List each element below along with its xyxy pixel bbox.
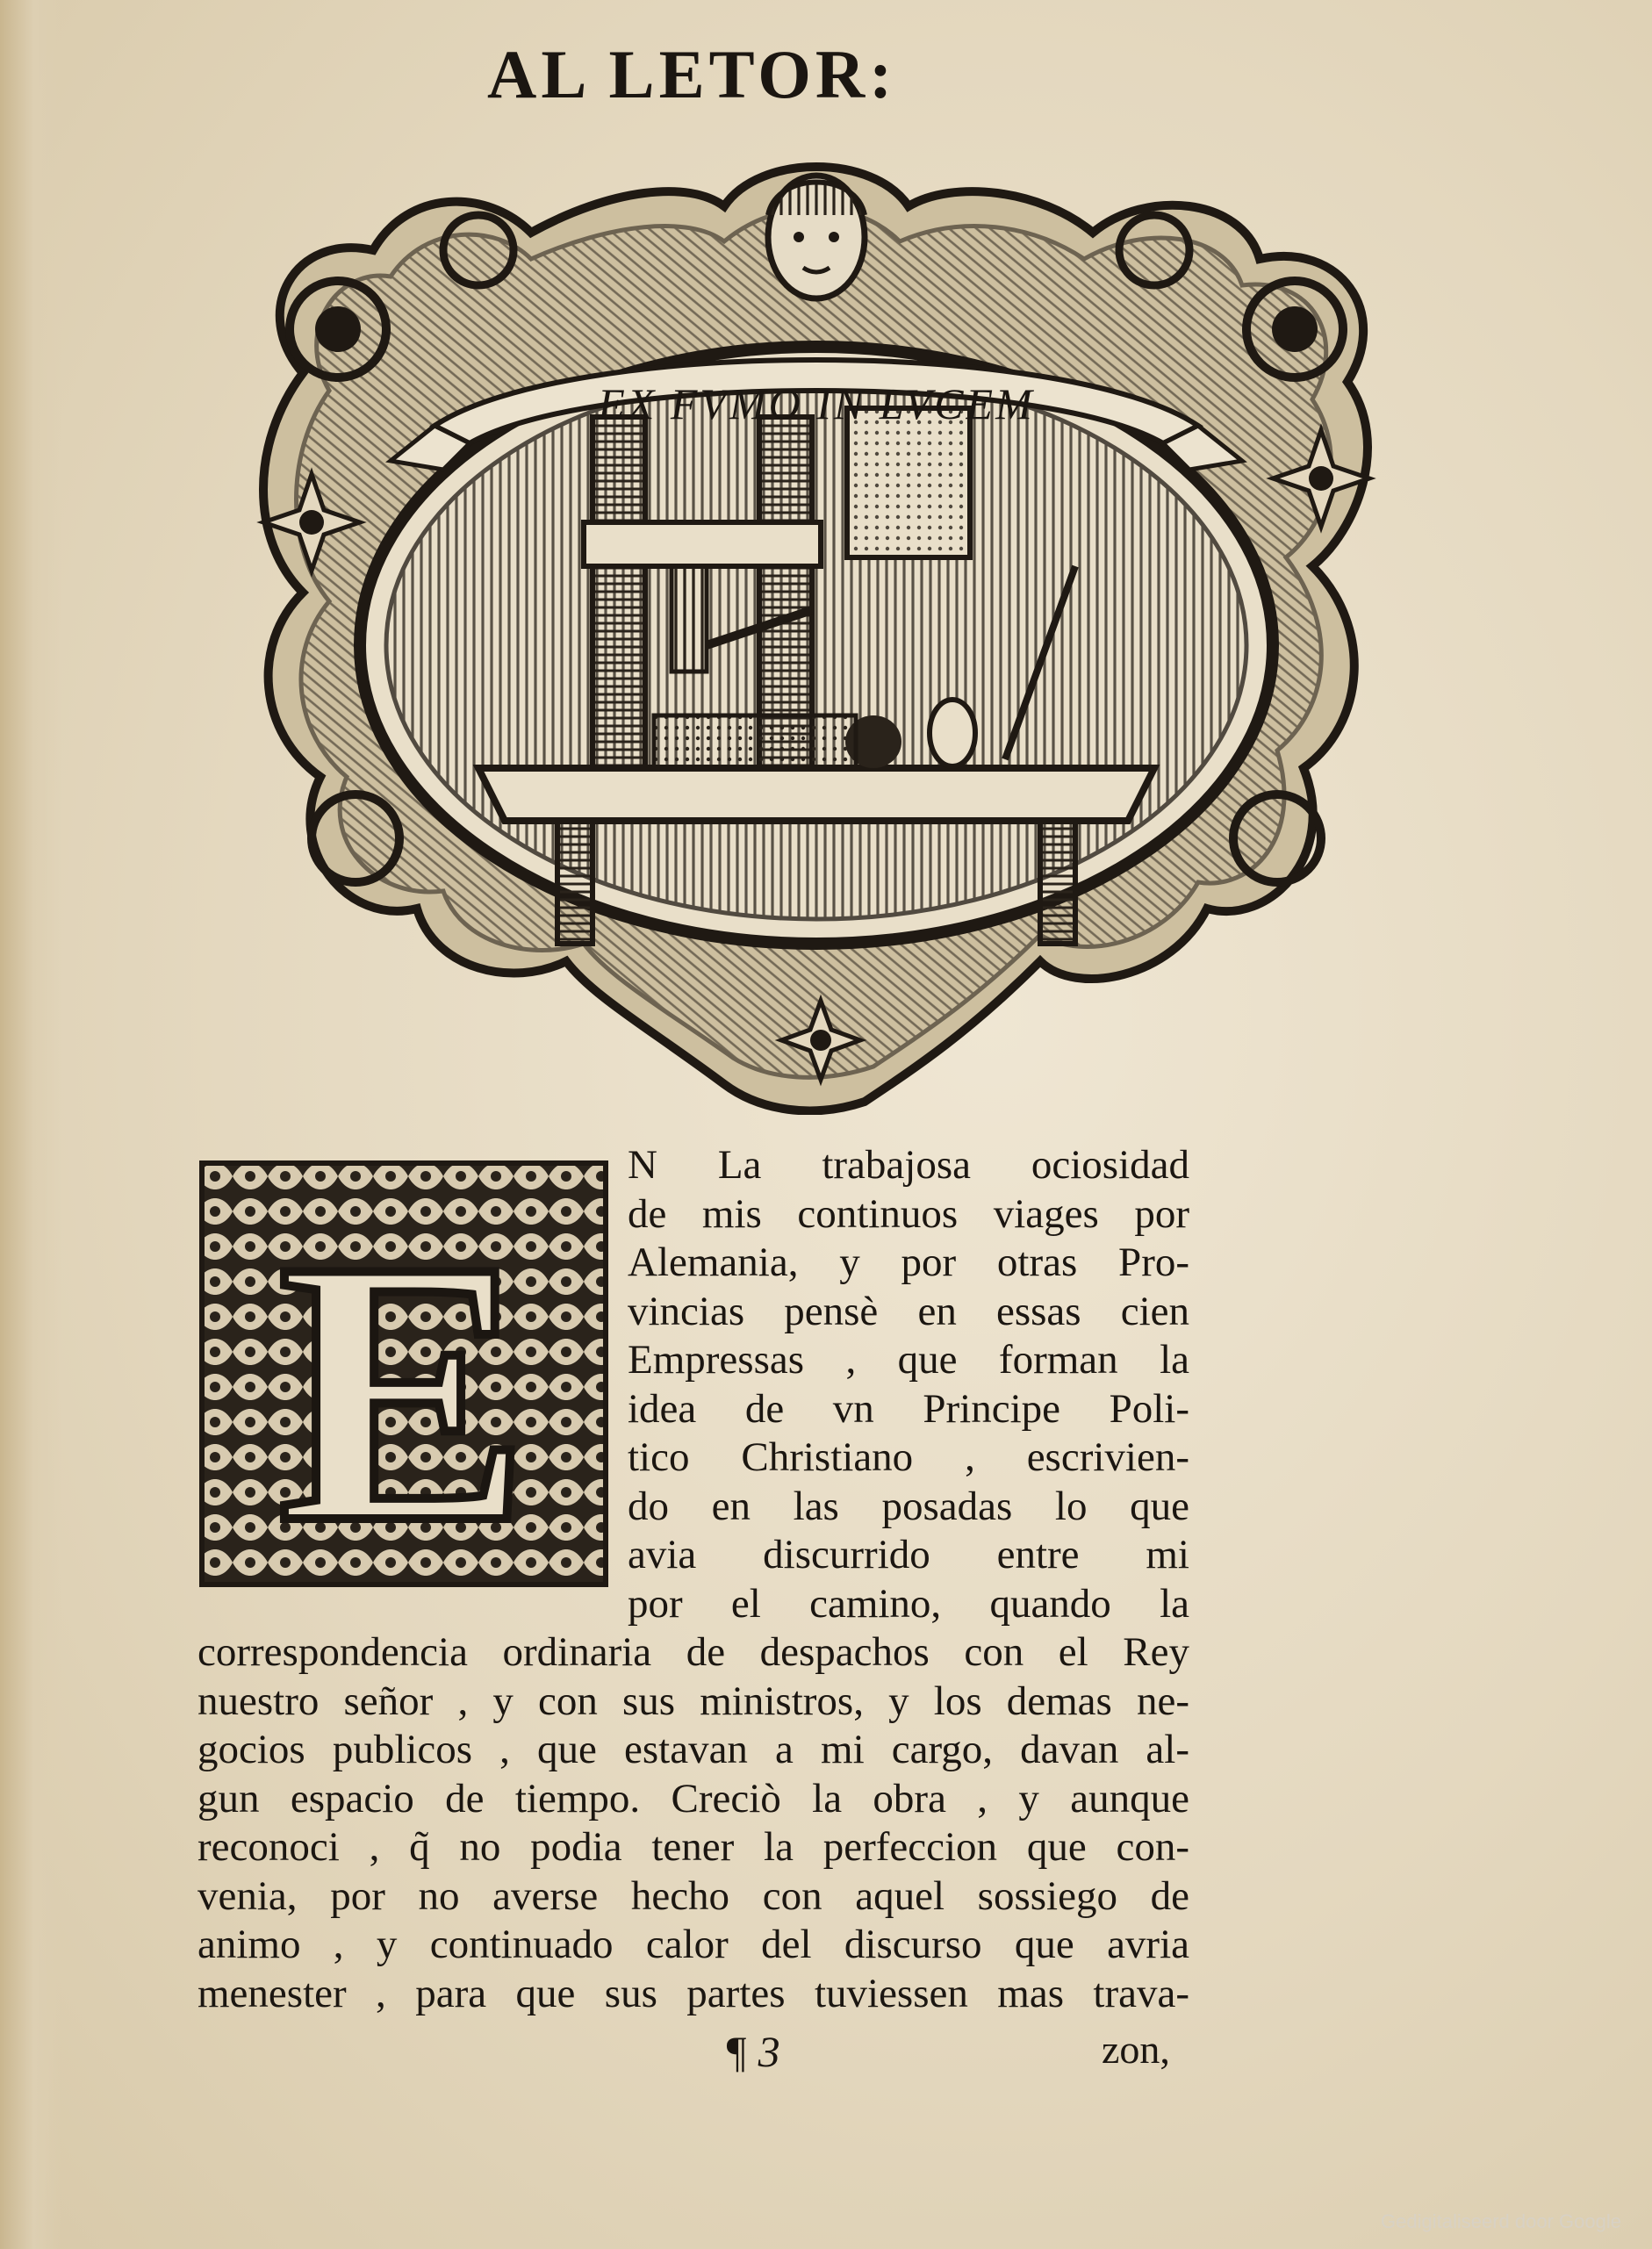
text-line: animo , y continuado calor del discurso que avria <box>198 1922 1189 1967</box>
text-line: reconoci , q̃ no podia tener la perfeccion que con- <box>198 1824 1189 1870</box>
text-line: gun espacio de tiempo. Creciò la obra , y aunque <box>198 1775 1189 1821</box>
text-line: idea de vn Principe Poli- <box>628 1385 1189 1432</box>
emblem-woodcut <box>198 154 1435 1115</box>
text-line: correspondencia ordinaria de despachos con el Rey <box>198 1629 1189 1675</box>
text-line: Empressas , que forman la <box>628 1337 1189 1383</box>
emblem-motto: EX FVMO IN LVCEM <box>598 379 1035 428</box>
text-line: vincias pensè en essas cien <box>628 1288 1189 1334</box>
digitization-watermark: Gedigitaliseerd door Google <box>1381 2210 1621 2232</box>
text-line: do en las posadas lo que <box>628 1483 1189 1529</box>
text-line: gocios publicos , que estavan a mi cargo, davan al- <box>198 1727 1189 1772</box>
text-line: nuestro señor , y con sus ministros, y los demas ne- <box>198 1678 1189 1724</box>
signature-mark: ¶ 3 <box>724 2027 780 2076</box>
text-line: Alemania, y por otras Pro- <box>628 1239 1189 1285</box>
page-heading: AL LETOR: <box>487 36 897 112</box>
text-line: menester , para que sus partes tuviessen mas trava- <box>198 1970 1189 2016</box>
text-line: de mis continuos viages por <box>628 1190 1189 1237</box>
binding-edge <box>0 0 61 2249</box>
catchword: zon, <box>1102 2027 1170 2072</box>
text-line: por el camino, quando la <box>628 1580 1189 1627</box>
printing-press-emblem <box>198 154 1435 1115</box>
text-line: avia discurrido entre mi <box>628 1532 1189 1577</box>
body-text <box>198 1141 1189 2018</box>
initial-letter: E <box>277 1183 530 1589</box>
text-line: venia, por no averse hecho con aquel sossiego de <box>198 1872 1189 1919</box>
text-line: N La trabajosa ociosidad <box>628 1142 1189 1188</box>
text-line: tico Christiano , escrivien- <box>628 1434 1189 1480</box>
